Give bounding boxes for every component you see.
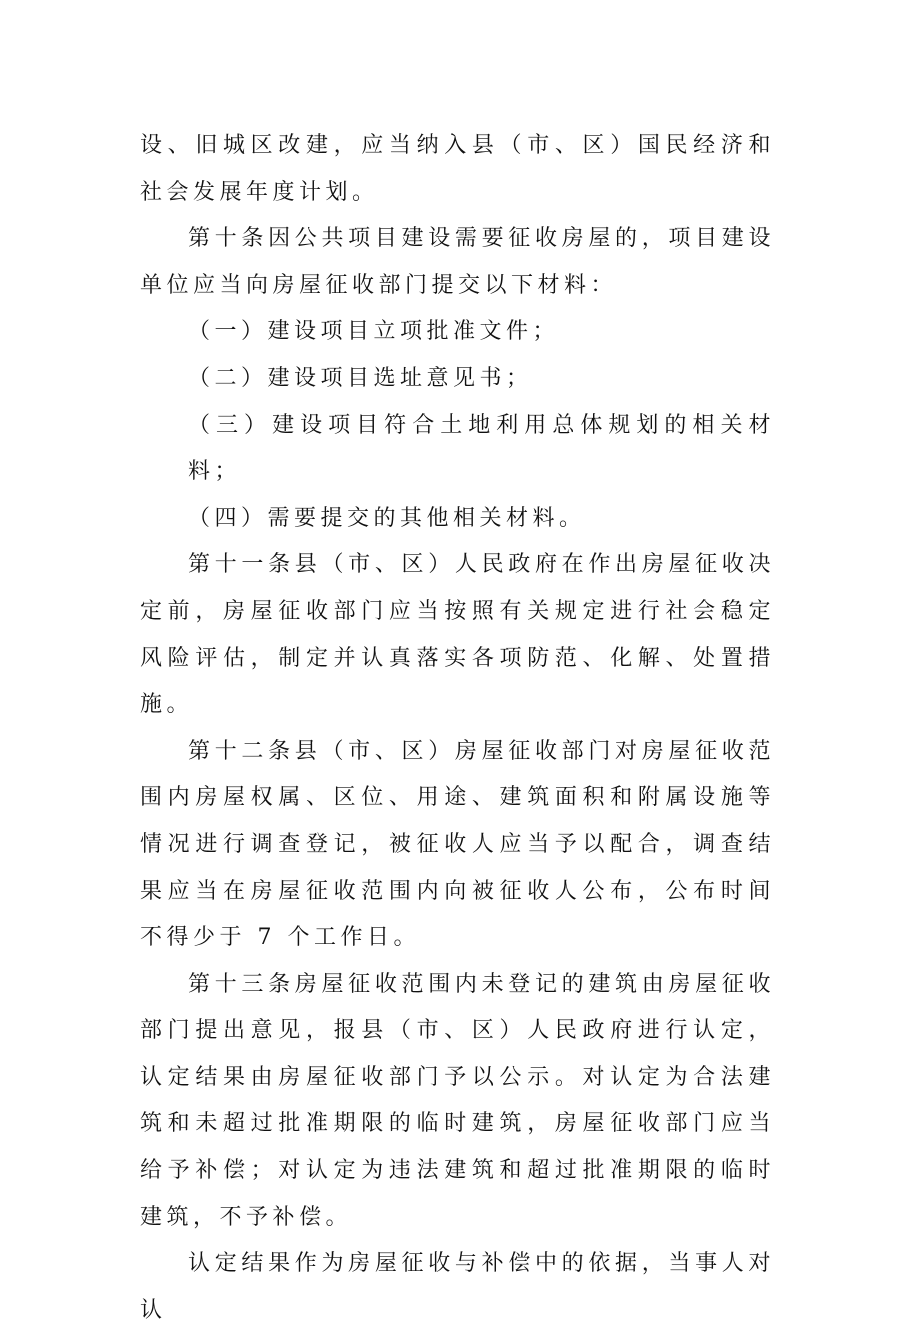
paragraph-continuation: 设、旧城区改建，应当纳入县（市、区）国民经济和社会发展年度计划。 [140,133,775,205]
list-item-1: （一）建设项目立项批准文件； [188,319,560,345]
list-item-2: （二）建设项目选址意见书； [188,365,533,391]
article-12: 第十二条县（市、区）房屋征收部门对房屋征收范围内房屋权属、区位、用途、建筑面积和附属设施等情况进行调查登记，被征收人应当予以配合，调查结果应当在房屋征收范围内向被征收人公布，公布时间不得少于 7 个工作日。 [140,738,775,951]
document-body [140,123,775,1334]
paragraph-determination: 认定结果作为房屋征收与补偿中的依据，当事人对认 [140,1251,775,1323]
article-10: 第十条因公共项目建设需要征收房屋的，项目建设单位应当向房屋征收部门提交以下材料： [140,226,775,298]
article-13: 第十三条房屋征收范围内未登记的建筑由房屋征收部门提出意见，报县（市、区）人民政府进行认定，认定结果由房屋征收部门予以公示。对认定为合法建筑和未超过批准期限的临时建筑，房屋征收部门应当给予补偿；对认定为违法建筑和超过批准期限的临时建筑，不予补偿。 [140,971,775,1230]
list-item-3: （三）建设项目符合土地利用总体规划的相关材料； [188,412,775,485]
list-item-4: （四）需要提交的其他相关材料。 [188,505,586,531]
article-11: 第十一条县（市、区）人民政府在作出房屋征收决定前，房屋征收部门应当按照有关规定进行社会稳定风险评估，制定并认真落实各项防范、化解、处置措施。 [140,552,775,718]
